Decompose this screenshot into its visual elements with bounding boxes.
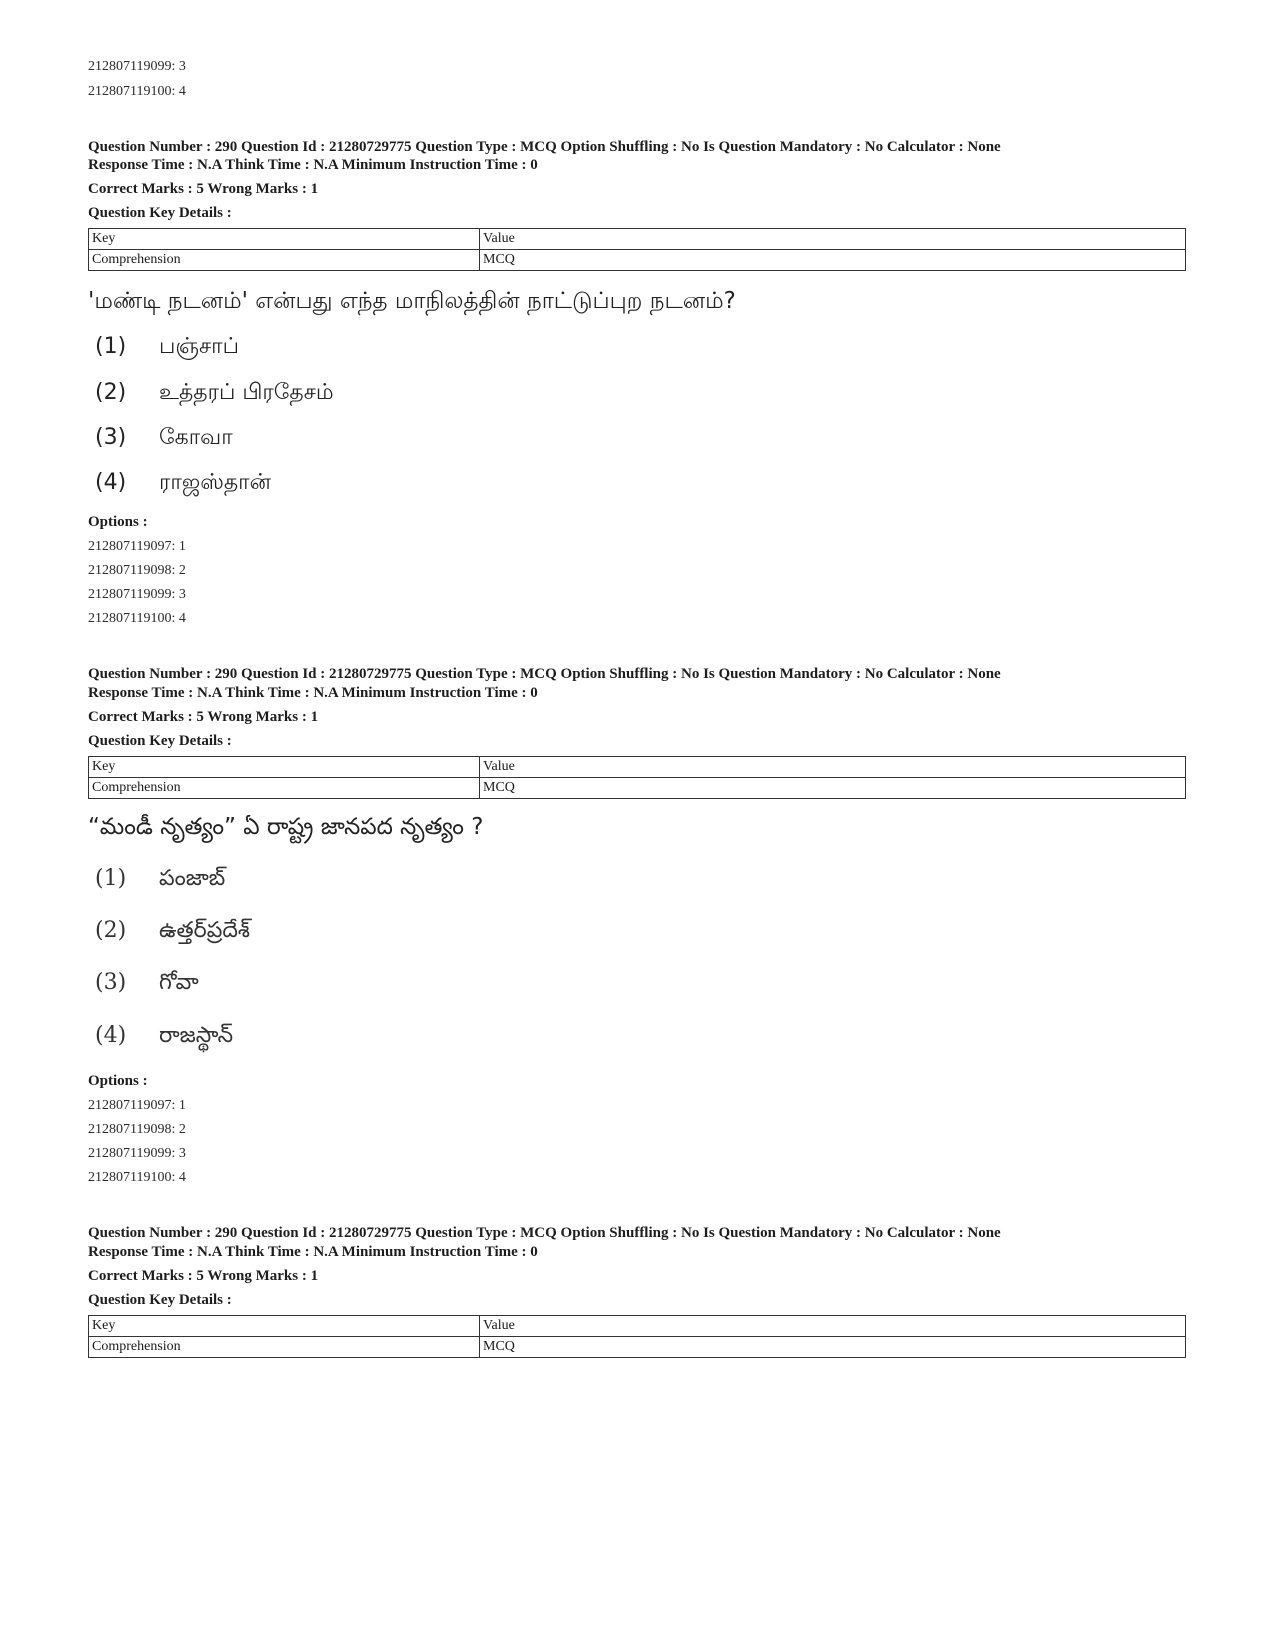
choice-item [95, 918, 250, 948]
choice-number: (2) [95, 380, 127, 405]
choice-item [95, 470, 271, 498]
question-text: “మండీ నృత్యం” ఏ రాష్ట్ర జానపద నృత్యం ? [88, 814, 484, 840]
table-header-cell: Key [89, 757, 480, 778]
table-cell: Comprehension [89, 250, 480, 271]
choice-number: (4) [95, 470, 127, 495]
choice-text: உத்தரப் பிரதேசம் [159, 380, 334, 405]
choice-text: రాజస్థాన్ [159, 1023, 234, 1048]
option-id-line: 212807119099: 3 [88, 1146, 186, 1161]
options-label: Options : [88, 514, 148, 530]
option-id-line: 212807119097: 1 [88, 539, 186, 554]
table-cell: Comprehension [89, 778, 480, 799]
table-row [89, 250, 1186, 271]
option-id-line: 212807119098: 2 [88, 1122, 186, 1137]
option-id-line: 212807119100: 4 [88, 84, 186, 99]
question-key-table [88, 1315, 1186, 1358]
key-details-label: Question Key Details : [88, 733, 232, 749]
question-meta-line: Question Number : 290 Question Id : 21280729775 Question Type : MCQ Option Shuffling : No Is Question Mandatory : No Calculator : None [88, 1225, 1001, 1241]
option-id-line: 212807119100: 4 [88, 1170, 186, 1185]
choice-item [95, 1023, 233, 1053]
marks-line: Correct Marks : 5 Wrong Marks : 1 [88, 1268, 319, 1284]
option-id-line: 212807119100: 4 [88, 611, 186, 626]
table-cell: MCQ [480, 250, 1186, 271]
question-meta-line: Response Time : N.A Think Time : N.A Minimum Instruction Time : 0 [88, 157, 538, 173]
choice-number: (4) [95, 1023, 127, 1048]
options-label: Options : [88, 1073, 148, 1089]
table-row [89, 229, 1186, 250]
key-details-label: Question Key Details : [88, 205, 232, 221]
choice-item [95, 970, 199, 1000]
table-header-cell: Key [89, 229, 480, 250]
table-header-cell: Value [480, 1316, 1186, 1337]
marks-line: Correct Marks : 5 Wrong Marks : 1 [88, 181, 319, 197]
option-id-line: 212807119099: 3 [88, 587, 186, 602]
table-header-cell: Key [89, 1316, 480, 1337]
choice-item [95, 425, 233, 453]
option-id-line: 212807119097: 1 [88, 1098, 186, 1113]
choice-item [95, 380, 334, 408]
choice-number: (3) [95, 970, 127, 995]
marks-line: Correct Marks : 5 Wrong Marks : 1 [88, 709, 319, 725]
choice-text: ఉత్తర్‌ప్రదేశ్ [159, 918, 250, 943]
choice-text: గోవా [159, 970, 199, 995]
choice-text: పంజాబ్ [159, 866, 226, 891]
table-row [89, 1316, 1186, 1337]
table-cell: MCQ [480, 1337, 1186, 1358]
question-meta-line: Question Number : 290 Question Id : 21280729775 Question Type : MCQ Option Shuffling : No Is Question Mandatory : No Calculator : None [88, 666, 1001, 682]
choice-text: கோவா [159, 425, 233, 450]
table-header-cell: Value [480, 757, 1186, 778]
table-cell: MCQ [480, 778, 1186, 799]
option-id-line: 212807119098: 2 [88, 563, 186, 578]
question-key-table [88, 228, 1186, 271]
option-id-line: 212807119099: 3 [88, 59, 186, 74]
choice-number: (2) [95, 918, 127, 943]
choice-number: (3) [95, 425, 127, 450]
question-key-table [88, 756, 1186, 799]
table-row [89, 1337, 1186, 1358]
question-meta-line: Response Time : N.A Think Time : N.A Minimum Instruction Time : 0 [88, 1244, 538, 1260]
key-details-label: Question Key Details : [88, 1292, 232, 1308]
choice-number: (1) [95, 334, 127, 359]
choice-item [95, 334, 239, 362]
choice-text: பஞ்சாப் [159, 334, 240, 359]
question-meta-line: Response Time : N.A Think Time : N.A Minimum Instruction Time : 0 [88, 685, 538, 701]
question-meta-line: Question Number : 290 Question Id : 21280729775 Question Type : MCQ Option Shuffling : No Is Question Mandatory : No Calculator : None [88, 139, 1001, 155]
table-row [89, 757, 1186, 778]
table-cell: Comprehension [89, 1337, 480, 1358]
table-header-cell: Value [480, 229, 1186, 250]
choice-item [95, 866, 225, 896]
choice-text: ராஜஸ்தான் [159, 470, 271, 495]
question-text: 'மண்டி நடனம்' என்பது எந்த மாநிலத்தின் நாட்டுப்புற நடனம்? [88, 288, 736, 314]
table-row [89, 778, 1186, 799]
choice-number: (1) [95, 866, 127, 891]
